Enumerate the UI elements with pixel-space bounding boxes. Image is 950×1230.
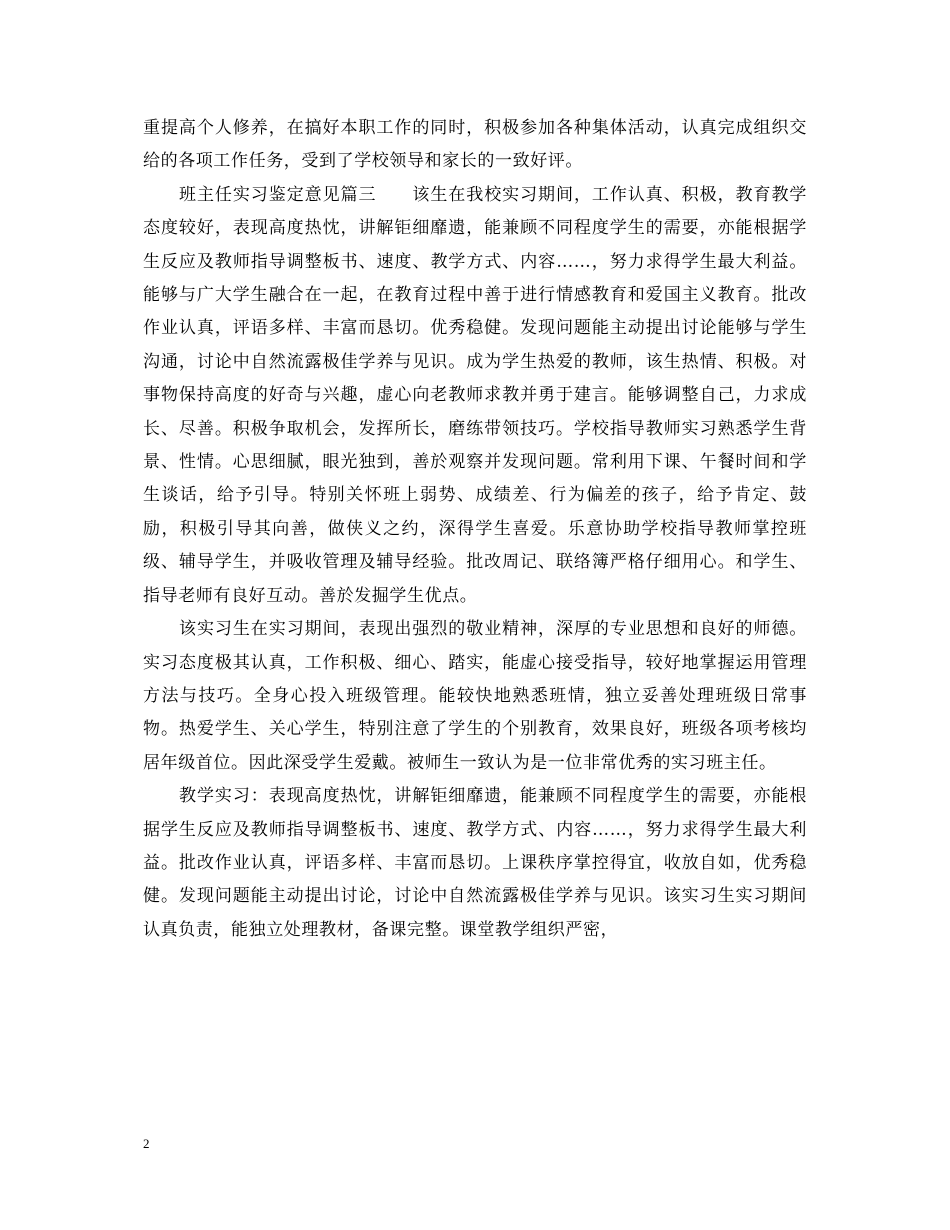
- body-text: [143, 112, 807, 947]
- paragraph-2: 班主任实习鉴定意见篇三 该生在我校实习期间，工作认真、积极，教育教学态度较好，表现高度热忱，讲解钜细靡遗，能兼顾不同程度学生的需要，亦能根据学生反应及教师指导调整板书、速度、教学方式、内容……，努力求得学生最大利益。能够与广大学生融合在一起，在教育过程中善于进行情感教育和爱国主义教育。批改作业认真，评语多样、丰富而恳切。优秀稳健。发现问题能主动提出讨论能够与学生沟通，讨论中自然流露极佳学养与见识。成为学生热爱的教师，该生热情、积极。对事物保持高度的好奇与兴趣，虚心向老教师求教并勇于建言。能够调整自己，力求成长、尽善。积极争取机会，发挥所长，磨练带领技巧。学校指导教师实习熟悉学生背景、性情。心思细腻，眼光独到，善於观察并发现问题。常利用下课、午餐时间和学生谈话，给予引导。特别关怀班上弱势、成绩差、行为偏差的孩子，给予肯定、鼓励，积极引导其向善，做侠义之约，深得学生喜爱。乐意协助学校指导教师掌控班级、辅导学生，并吸收管理及辅导经验。批改周记、联络簿严格仔细用心。和学生、指导老师有良好互动。善於发掘学生优点。: [143, 184, 807, 606]
- paragraph-4: 教学实习：表现高度热忱，讲解钜细靡遗，能兼顾不同程度学生的需要，亦能根据学生反应及教师指导调整板书、速度、教学方式、内容……，努力求得学生最大利益。批改作业认真，评语多样、丰富而恳切。上课秩序掌控得宜，收放自如，优秀稳健。发现问题能主动提出讨论，讨论中自然流露极佳学养与见识。该实习生实习期间认真负责，能独立处理教材，备课完整。课堂教学组织严密，: [143, 786, 807, 940]
- paragraph-1: 重提高个人修养，在搞好本职工作的同时，积极参加各种集体活动，认真完成组织交给的各项工作任务，受到了学校领导和家长的一致好评。: [143, 118, 807, 172]
- paragraph-3: 该实习生在实习期间，表现出强烈的敬业精神，深厚的专业思想和良好的师德。实习态度极其认真，工作积极、细心、踏实，能虚心接受指导，较好地掌握运用管理方法与技巧。全身心投入班级管理。能较快地熟悉班情，独立妥善处理班级日常事物。热爱学生、关心学生，特别注意了学生的个别教育，效果良好，班级各项考核均居年级首位。因此深受学生爱戴。被师生一致认为是一位非常优秀的实习班主任。: [143, 619, 807, 773]
- page-number: 2: [143, 1136, 150, 1151]
